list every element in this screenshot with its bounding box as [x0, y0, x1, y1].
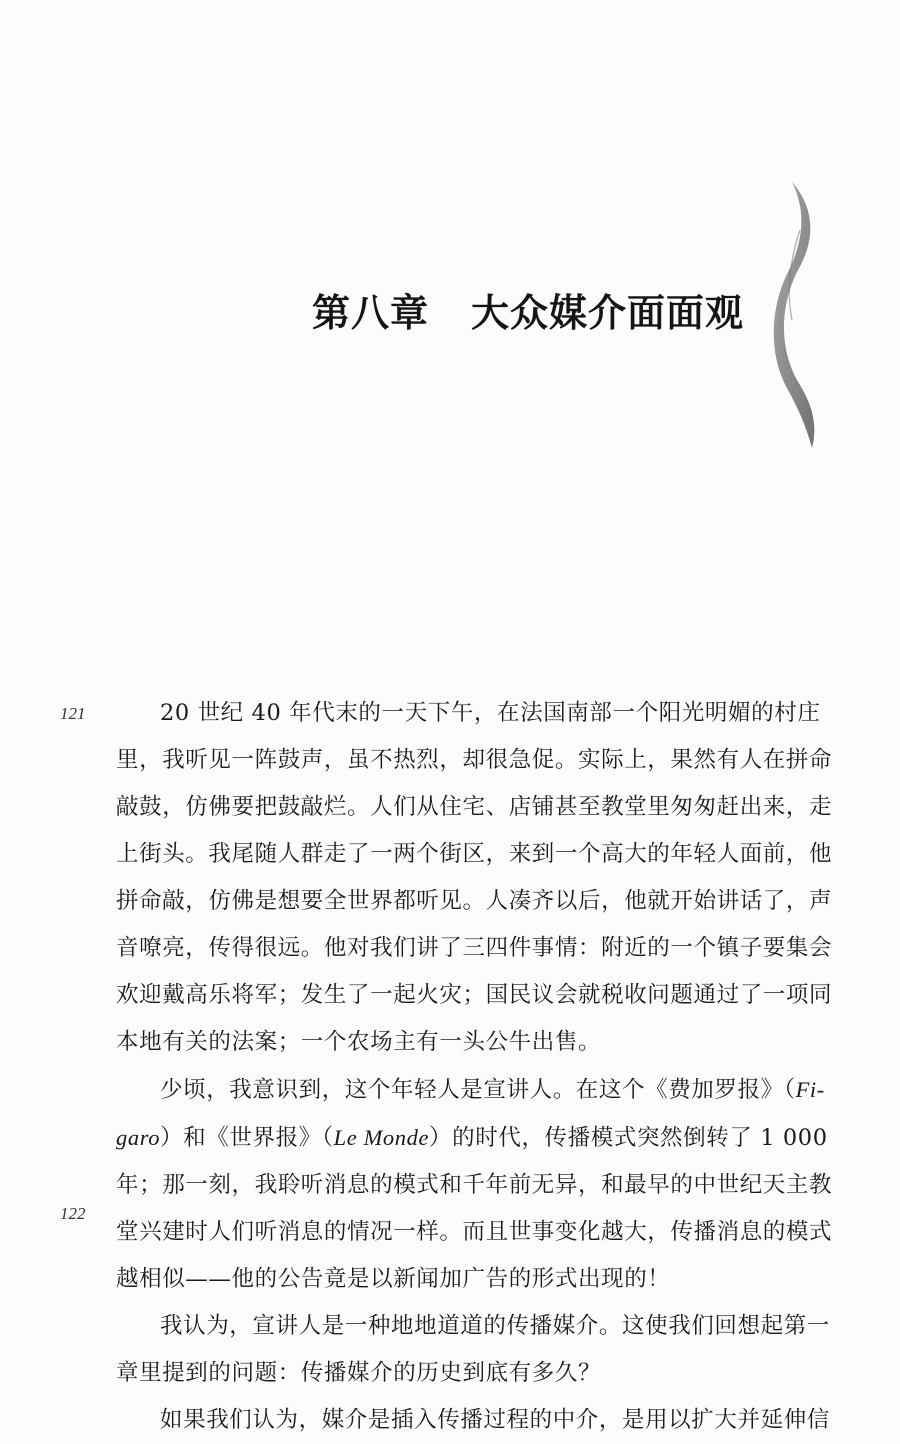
- body-text: [116, 690, 833, 1444]
- margin-page-number: 122: [60, 1204, 86, 1223]
- text-segment: ）的时代，传播模式突然倒转了 1 000: [429, 1125, 828, 1151]
- text-line: 音嘹亮，传得很远。他对我们讲了三四件事情：附近的一个镇子要集会: [116, 935, 833, 961]
- text-line: 本地有关的法案；一个农场主有一头公牛出售。: [116, 1029, 602, 1055]
- text-line: 欢迎戴高乐将军；发生了一起火灾；国民议会就税收问题通过了一项同: [116, 982, 833, 1008]
- chapter-title: 大众媒介面面观: [471, 291, 745, 335]
- italic-text: Le Monde: [333, 1125, 430, 1150]
- text-line: 如果我们认为，媒介是插入传播过程的中介，是用以扩大并延伸信: [160, 1407, 830, 1433]
- text-line: 拼命敲，仿佛是想要全世界都听见。人凑齐以后，他就开始讲话了，声: [116, 888, 833, 914]
- paragraph: [116, 1303, 828, 1397]
- text-segment: 少顷，我意识到，这个年轻人是宣讲人。在这个《费加罗报》（: [160, 1077, 796, 1103]
- paragraph: [116, 1066, 833, 1303]
- brush-stroke-ornament: [760, 180, 830, 450]
- text-line: [116, 1066, 828, 1114]
- text-line: 敲鼓，仿佛要把鼓敲烂。人们从住宅、店铺甚至教堂里匆匆赶出来，走: [116, 794, 833, 820]
- text-line: 越相似——他的公告竟是以新闻加广告的形式出现的！: [116, 1266, 671, 1292]
- text-line: 上街头。我尾随人群走了一两个街区，来到一个高大的年轻人面前，他: [116, 841, 833, 867]
- paragraph: [116, 690, 833, 1066]
- chapter-number: 第八章: [312, 291, 430, 335]
- text-line: 年；那一刻，我聆听消息的模式和千年前无异，和最早的中世纪天主教: [116, 1172, 833, 1198]
- italic-text: Fi-: [795, 1077, 825, 1102]
- italic-text: garo: [116, 1125, 161, 1150]
- text-line: 我认为，宣讲人是一种地地道道的传播媒介。这使我们回想起第一: [160, 1313, 830, 1339]
- text-line: 里，我听见一阵鼓声，虽不热烈，却很急促。实际上，果然有人在拼命: [116, 747, 833, 773]
- text-line: 章里提到的问题：传播媒介的历史到底有多久？: [116, 1360, 602, 1386]
- text-line: 堂兴建时人们听消息的情况一样。而且世事变化越大，传播消息的模式: [116, 1219, 833, 1245]
- text-line: [116, 1114, 828, 1162]
- text-segment: ）和《世界报》（: [160, 1125, 334, 1151]
- chapter-heading: [312, 282, 744, 337]
- paragraph: [116, 1397, 828, 1444]
- margin-page-number: 121: [60, 704, 86, 723]
- text-line: 20 世纪 40 年代末的一天下午，在法国南部一个阳光明媚的村庄: [160, 700, 821, 726]
